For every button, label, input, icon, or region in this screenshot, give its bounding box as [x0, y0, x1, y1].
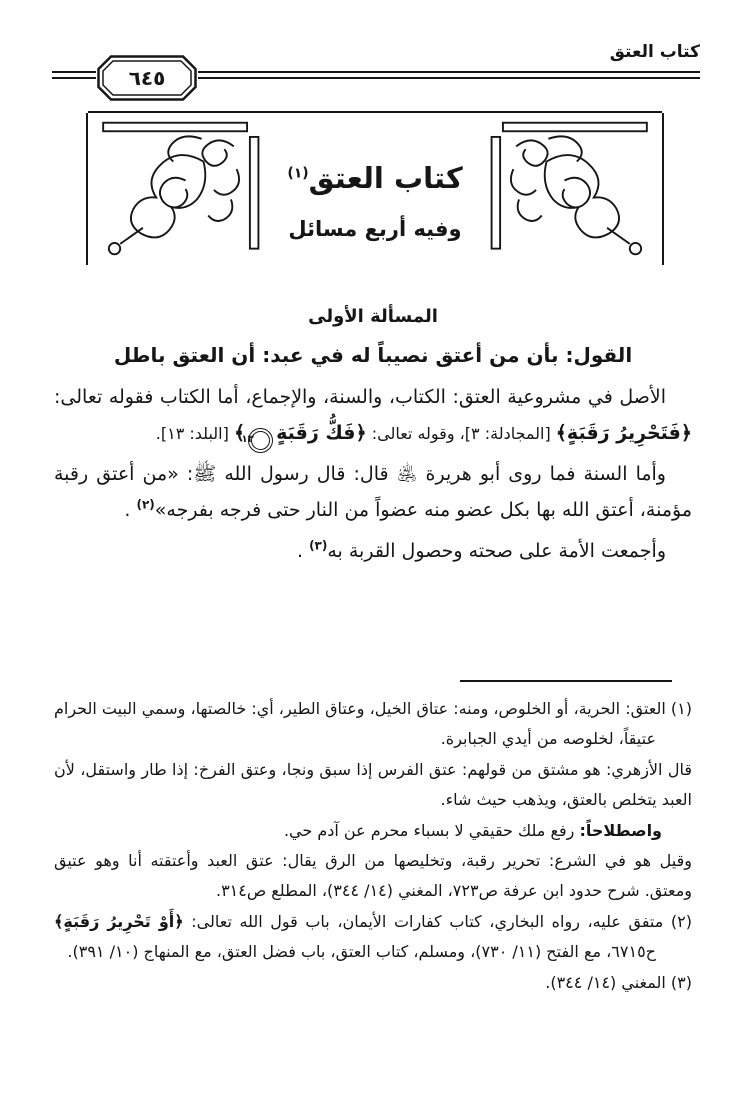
footnote-separator: [460, 680, 672, 682]
page-number-box: [96, 54, 198, 102]
main-text: [54, 306, 692, 573]
footnote-1: [54, 694, 692, 755]
paragraph-text: قال: قال رسول الله: [216, 462, 397, 485]
quran-quote-close: ﴾: [233, 422, 246, 445]
footnote-text: ح٦٧١٥، مع الفتح (١١/ ٧٣٠)، ومسلم، كتاب العتق، باب فضل العتق، مع المنهاج (١٠/ ٣٩١).: [67, 942, 656, 962]
section-heading: المسألة الأولى: [308, 306, 438, 327]
paragraph-text: .: [296, 539, 310, 562]
footnote-text: متفق عليه، رواه البخاري، كتاب كفارات الأيمان، باب قول الله تعالى:: [183, 911, 671, 931]
chapter-title-footnote-ref: (١): [287, 165, 309, 182]
corner-ornament-icon: [91, 118, 263, 260]
aya-reference: [البلد: ١٣].: [155, 424, 234, 444]
footnote-text: المغني (١٤/ ٣٤٤).: [545, 972, 671, 992]
chapter-title-text: كتاب العتق: [308, 161, 463, 195]
aya-reference: [المجادلة: ٣]، وقوله تعالى:: [366, 424, 556, 444]
honorific-radi-allahu-anhu: ﵁: [396, 462, 418, 485]
hadith-text: : «من أعتق رقبة مؤمنة، أعتق الله بها بكل عضو منه عضواً من النار حتى فرجه بفرجه»: [54, 462, 692, 522]
paragraph-ijma: [54, 533, 692, 569]
footnotes-block: [54, 680, 692, 998]
quran-quote: ﴿أَوْ تَحْرِيرُ رَقَبَةٍ﴾: [54, 911, 184, 931]
quran-quote: ﴿فَتَحْرِيرُ رَقَبَةٍ﴾: [555, 422, 692, 445]
quran-quote: ﴿فَكُّ رَقَبَةٍ: [276, 422, 367, 445]
footnote-1-istilah: [54, 816, 692, 846]
footnote-1-azhari: قال الأزهري: هو مشتق من قولهم: عتق الفرس إذا سبق ونجا، وعتق الفرخ: إذا طار واستقل، لأن العبد يتخلص بالعتق، ويذهب حيث شاء.: [54, 759, 692, 810]
paragraph-hadith: [54, 456, 692, 529]
paragraph-text: وأما السنة فما روى أبو هريرة: [417, 462, 666, 485]
footnote-lead-bold: واصطلاحاً:: [579, 820, 662, 840]
footnote-2: [54, 907, 692, 968]
footnote-3: [54, 968, 692, 998]
verse-number-medallion: ١٣: [251, 431, 270, 450]
footnote-text: رفع ملك حقيقي لا بسباء محرم عن آدم حي.: [283, 820, 580, 840]
footnote-ref-3: (٣): [309, 538, 328, 553]
footnote-1-sharia: وقيل هو في الشرع: تحرير رقبة، وتخليصها من الرق يقال: عتق العبد وأعتقته أنا وهو عتيق ومعتق. شرح حدود ابن عرفة ص٧٢٣، المغني (١٤/ ٣٤٤)، المطلع ص٣١٤.: [54, 850, 692, 901]
paragraph-evidence: [54, 379, 692, 452]
paragraph-text: الأصل في مشروعية العتق: الكتاب، والسنة، والإجماع، أما الكتاب فقوله تعالى:: [54, 386, 666, 408]
section-statement: القول: بأن من أعتق نصيباً له في عبد: أن العتق باطل: [113, 343, 633, 367]
footnote-text: العتق: الحرية، أو الخلوص، ومنه: عتاق الخيل، وعتاق الطير، أي: خالصتها، وسمي البيت الحرام عتيقاً، لخلوصه من أيدي الجبابرة.: [54, 699, 671, 749]
footnote-marker: (١): [670, 699, 692, 718]
chapter-subtitle: وفيه أربع مسائل: [288, 216, 462, 241]
footnote-marker: (٣): [670, 972, 692, 992]
chapter-title-box: [88, 111, 662, 269]
footnote-marker: (٢): [670, 911, 692, 931]
paragraph-text: .: [124, 499, 137, 522]
paragraph-text: وأجمعت الأمة على صحته وحصول القربة به: [327, 539, 666, 562]
page-number: ٦٤٥: [128, 66, 166, 90]
honorific-salla-allahu-alayhi: ﷺ: [193, 462, 217, 485]
corner-ornament-icon: [487, 118, 659, 260]
running-head-title: كتاب العتق: [609, 42, 700, 62]
footnote-ref-2: (٢): [136, 498, 155, 513]
